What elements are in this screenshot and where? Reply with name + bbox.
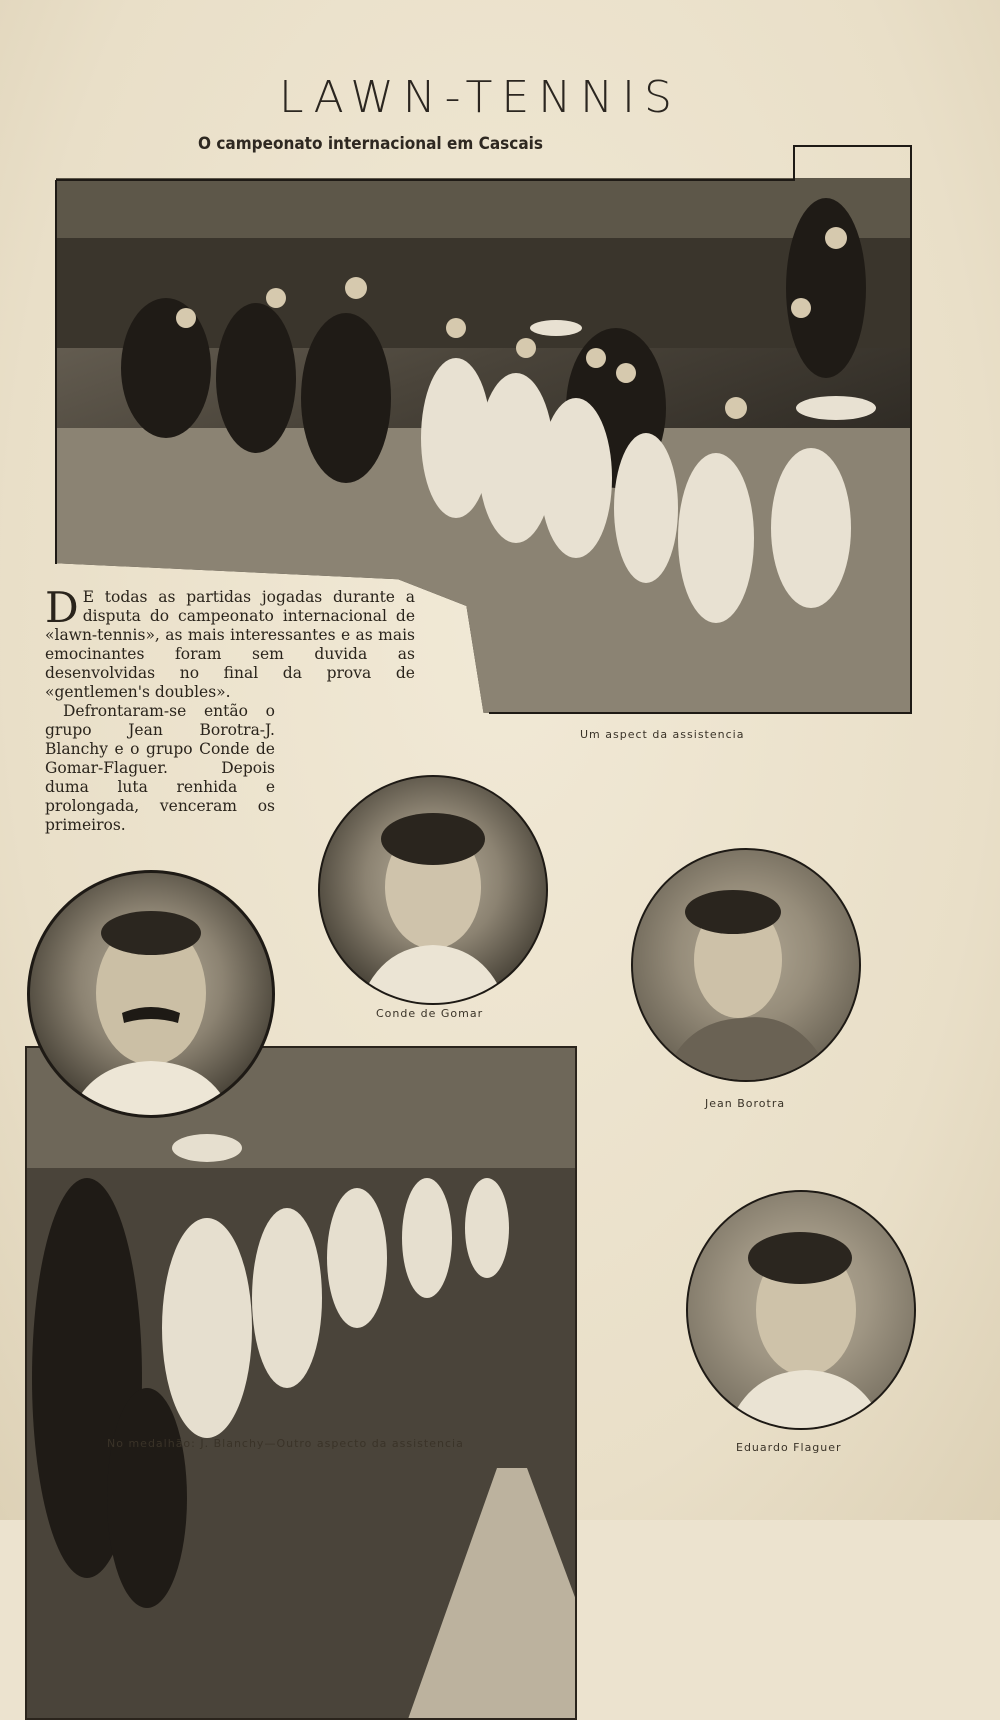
bottom-photo-caption: No medalhão: J. Blanchy—Outro aspecto da assistencia <box>107 1437 464 1450</box>
eduardo-flaguer-medallion <box>686 1190 916 1430</box>
page-subtitle: O campeonato internacional em Cascais <box>198 134 543 154</box>
bottom-crowd-photo <box>25 1046 577 1720</box>
article-paragraph-2: Defrontaram-se então o grupo Jean Borotra-J. Blanchy e o grupo Conde de Gomar-Flaguer. Depois duma luta renhida e prolongada, venceram os primeiros. <box>45 702 275 834</box>
dropcap: D <box>45 583 79 632</box>
article-paragraph-1: D E todas as partidas jogadas durante a disputa do campeonato internacional de «lawn-tennis», as mais interessantes e as mais emocinantes foram sem duvida as desenvolvidas no final da prova de «gentlemen's doubles». <box>45 583 415 701</box>
conde-gomar-caption: Conde de Gomar <box>376 1007 484 1020</box>
main-photo-caption: Um aspect da assistencia <box>580 728 745 741</box>
jean-borotra-caption: Jean Borotra <box>705 1097 786 1110</box>
eduardo-flaguer-caption: Eduardo Flaguer <box>736 1441 842 1454</box>
conde-gomar-medallion <box>318 775 548 1005</box>
j-blanchy-medallion <box>27 870 275 1118</box>
jean-borotra-medallion <box>631 848 861 1082</box>
page-title: LAWN-TENNIS <box>279 72 681 123</box>
